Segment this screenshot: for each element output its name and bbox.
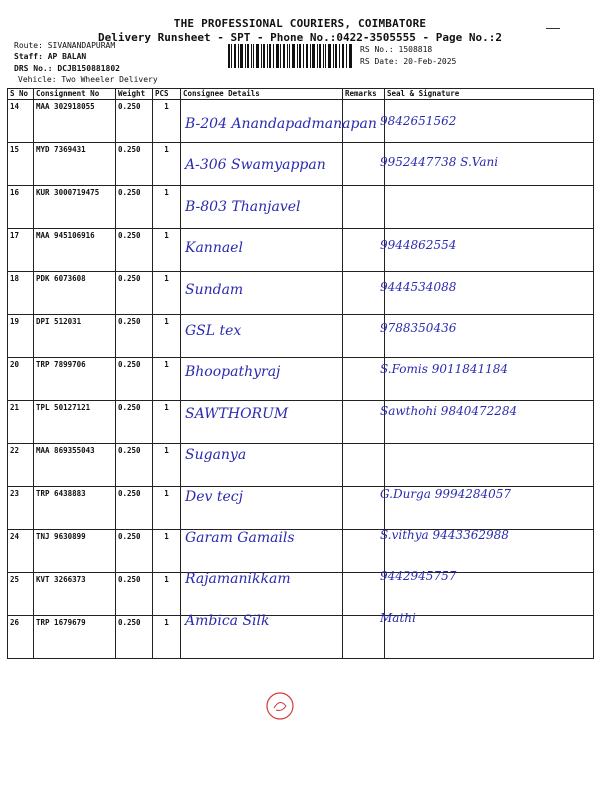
consignment-number: KVT 3266373 bbox=[34, 573, 116, 616]
weight-value: 0.250 bbox=[116, 143, 153, 186]
weight-value: 0.250 bbox=[116, 272, 153, 315]
rs-date-label: RS Date: 20-Feb-2025 bbox=[360, 57, 457, 66]
runsheet-subtitle: Delivery Runsheet - SPT - Phone No.:0422-3505555 - Page No.:2 bbox=[98, 31, 502, 44]
serial-number: 24 bbox=[8, 530, 34, 573]
consignment-number: PDK 6073608 bbox=[34, 272, 116, 315]
serial-number: 14 bbox=[8, 100, 34, 143]
barcode bbox=[228, 44, 352, 68]
pieces-count: 1 bbox=[153, 401, 181, 444]
staff-label: Staff: AP BALAN bbox=[14, 52, 87, 61]
consignment-number: TPL 50127121 bbox=[34, 401, 116, 444]
serial-number: 20 bbox=[8, 358, 34, 401]
handwritten-signature: Mathi bbox=[380, 610, 416, 625]
serial-number: 19 bbox=[8, 315, 34, 358]
pieces-count: 1 bbox=[153, 573, 181, 616]
handwritten-consignee: Suganya bbox=[185, 447, 247, 464]
weight-value: 0.250 bbox=[116, 401, 153, 444]
serial-number: 16 bbox=[8, 186, 34, 229]
handwritten-signature: 9842651562 bbox=[380, 114, 457, 128]
table-row bbox=[8, 616, 594, 659]
serial-number: 22 bbox=[8, 444, 34, 487]
pieces-count: 1 bbox=[153, 487, 181, 530]
handwritten-consignee: Kannael bbox=[185, 240, 243, 257]
serial-number: 26 bbox=[8, 616, 34, 659]
pieces-count: 1 bbox=[153, 186, 181, 229]
handwritten-consignee: Dev tecj bbox=[185, 488, 243, 505]
remarks-cell bbox=[343, 272, 385, 315]
pieces-count: 1 bbox=[153, 315, 181, 358]
weight-value: 0.250 bbox=[116, 573, 153, 616]
handwritten-signature: 9944862554 bbox=[380, 238, 457, 253]
weight-value: 0.250 bbox=[116, 616, 153, 659]
remarks-cell bbox=[343, 229, 385, 272]
vehicle-label: Vehicle: Two Wheeler Delivery bbox=[18, 75, 158, 84]
handwritten-signature: Sawthohi 9840472284 bbox=[380, 403, 518, 418]
handwritten-consignee: Garam Gamails bbox=[185, 530, 295, 546]
pieces-count: 1 bbox=[153, 530, 181, 573]
pieces-count: 1 bbox=[153, 143, 181, 186]
col-weight: Weight bbox=[116, 89, 153, 100]
col-remarks: Remarks bbox=[343, 89, 385, 100]
serial-number: 17 bbox=[8, 229, 34, 272]
handwritten-consignee: Ambica Silk bbox=[185, 612, 270, 629]
table-row bbox=[8, 229, 594, 272]
handwritten-signature: 9952447738 S.Vani bbox=[380, 155, 499, 170]
serial-number: 23 bbox=[8, 487, 34, 530]
consignment-number: MAA 302918055 bbox=[34, 100, 116, 143]
table-header-row bbox=[8, 89, 594, 100]
consignment-number: DPI 512031 bbox=[34, 315, 116, 358]
pieces-count: 1 bbox=[153, 444, 181, 487]
handwritten-consignee: Sundam bbox=[185, 281, 244, 298]
handwritten-consignee: GSL tex bbox=[185, 323, 242, 339]
table-row bbox=[8, 315, 594, 358]
pieces-count: 1 bbox=[153, 272, 181, 315]
col-consignee: Consignee Details bbox=[181, 89, 343, 100]
consignment-number: TRP 6438883 bbox=[34, 487, 116, 530]
remarks-cell bbox=[343, 315, 385, 358]
serial-number: 25 bbox=[8, 573, 34, 616]
pieces-count: 1 bbox=[153, 229, 181, 272]
weight-value: 0.250 bbox=[116, 444, 153, 487]
col-pcs: PCS bbox=[153, 89, 181, 100]
rs-no-label: RS No.: 1508818 bbox=[360, 45, 433, 54]
remarks-cell bbox=[343, 401, 385, 444]
remarks-cell bbox=[343, 143, 385, 186]
drs-label: DRS No.: DCJB150881802 bbox=[14, 64, 120, 73]
remarks-cell bbox=[343, 616, 385, 659]
remarks-cell bbox=[343, 186, 385, 229]
consignment-number: MYD 7369431 bbox=[34, 143, 116, 186]
consignment-number: TRP 1679679 bbox=[34, 616, 116, 659]
handwritten-signature: S.Fomis 9011841184 bbox=[380, 362, 509, 377]
col-consignment: Consignment No bbox=[34, 89, 116, 100]
handwritten-signature: G.Durga 9994284057 bbox=[380, 486, 512, 501]
handwritten-signature: 9442945757 bbox=[380, 569, 457, 584]
pieces-count: 1 bbox=[153, 358, 181, 401]
serial-number: 18 bbox=[8, 272, 34, 315]
remarks-cell bbox=[343, 444, 385, 487]
handwritten-consignee: B-204 Anandapadmanapan bbox=[185, 116, 377, 132]
col-seal: Seal & Signature bbox=[385, 89, 594, 100]
handwritten-signature: 9788350436 bbox=[380, 321, 457, 335]
handwritten-consignee: Bhoopathyraj bbox=[185, 364, 281, 381]
remarks-cell bbox=[343, 487, 385, 530]
weight-value: 0.250 bbox=[116, 315, 153, 358]
serial-number: 21 bbox=[8, 401, 34, 444]
serial-number: 15 bbox=[8, 143, 34, 186]
table-row bbox=[8, 272, 594, 315]
handwritten-consignee: SAWTHORUM bbox=[185, 405, 289, 422]
handwritten-consignee: B-803 Thanjavel bbox=[185, 198, 301, 215]
weight-value: 0.250 bbox=[116, 229, 153, 272]
route-label: Route: SIVANANDAPURAM bbox=[14, 41, 116, 50]
consignment-number: TRP 7899706 bbox=[34, 358, 116, 401]
handwritten-signature: S.vithya 9443362988 bbox=[380, 528, 509, 542]
signature-cell bbox=[385, 186, 594, 229]
consignment-number: MAA 945106916 bbox=[34, 229, 116, 272]
weight-value: 0.250 bbox=[116, 530, 153, 573]
weight-value: 0.250 bbox=[116, 100, 153, 143]
remarks-cell bbox=[343, 530, 385, 573]
remarks-cell bbox=[343, 573, 385, 616]
pieces-count: 1 bbox=[153, 100, 181, 143]
weight-value: 0.250 bbox=[116, 358, 153, 401]
weight-value: 0.250 bbox=[116, 487, 153, 530]
company-title: THE PROFESSIONAL COURIERS, COIMBATORE bbox=[173, 17, 427, 30]
table-row bbox=[8, 444, 594, 487]
handwritten-consignee: Rajamanikkam bbox=[185, 571, 291, 588]
consignment-number: KUR 3000719475 bbox=[34, 186, 116, 229]
pieces-count: 1 bbox=[153, 616, 181, 659]
handwritten-signature: 9444534088 bbox=[380, 279, 457, 294]
remarks-cell bbox=[343, 358, 385, 401]
table-row bbox=[8, 573, 594, 616]
consignment-number: MAA 869355043 bbox=[34, 444, 116, 487]
red-seal-mark bbox=[264, 690, 296, 722]
col-sno: S No bbox=[8, 89, 34, 100]
pen-mark bbox=[546, 28, 560, 29]
signature-cell bbox=[385, 444, 594, 487]
weight-value: 0.250 bbox=[116, 186, 153, 229]
consignment-number: TNJ 9630899 bbox=[34, 530, 116, 573]
handwritten-consignee: A-306 Swamyappan bbox=[185, 157, 326, 174]
